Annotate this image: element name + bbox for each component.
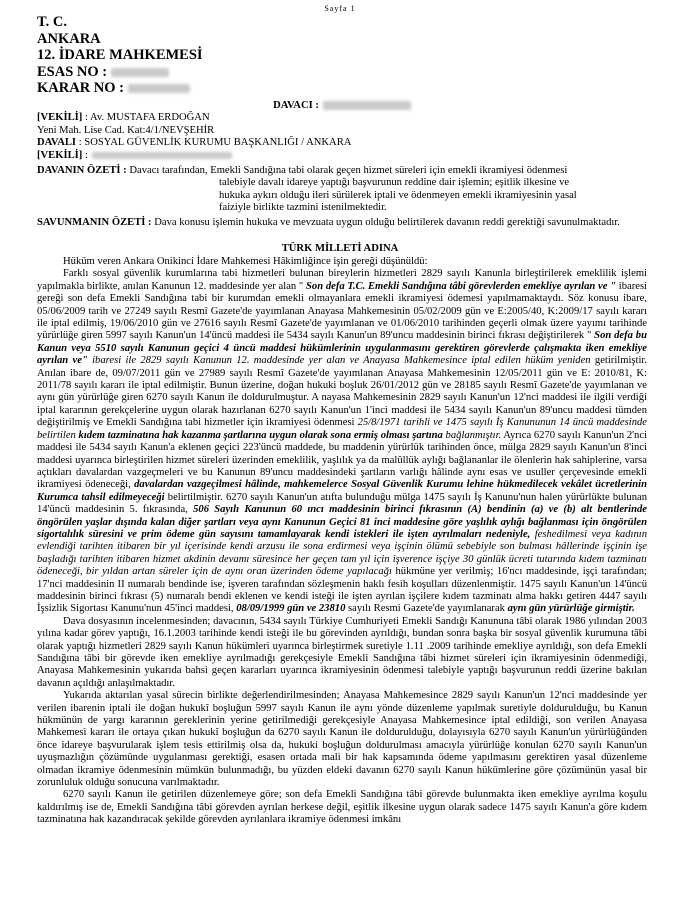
- karar-no-label: KARAR NO :: [37, 80, 124, 96]
- savunmanin-ozeti-label: SAVUNMANIN ÖZETİ :: [37, 217, 152, 228]
- page-label: Sayfa 1: [324, 4, 356, 13]
- savunmanin-ozeti: [37, 217, 647, 229]
- p2-text-c: ibaresi gereği son defa Emekli Sandığına tabi bir kurumdan emekli olmayanlara emekli ikramiyesi ödemesi yapılmamaktaydı. Söz konusu ibare, 05/06/2009 tarih ve 27249 sayılı Resmî Gazete'de yayımlanan Anayasa Mahkemesinin 05/02/2009 gün ve E:2005/40, K:2009/17 sayılı kararı ile iptal edilmiş, 19/06/2010 gün ve 27616 sayılı Resmî Gazete'de yayımlanan ve 01/06/2010 tarihinden geçerli olmak üzere yayımı tarihinde yürürlüğe giren 5997 sayılı Kanun'un 14'üncü maddesi ile 5434 sayılı Kanun'un 89'uncu maddesinin birinci fıkrası değiştirilerek ": [37, 280, 648, 342]
- redacted-davaci-name: [323, 101, 411, 110]
- vekili2-label: [VEKİLİ]: [37, 149, 83, 161]
- parties-block: [37, 100, 647, 162]
- header-tc: T. C.: [37, 14, 67, 30]
- davali-row: [37, 137, 647, 149]
- p2-emph-p: 08/09/1999 gün ve 23810: [233, 603, 346, 615]
- p2-text-o: hükmüne yer verilmiş; 16'ncı maddesinde, işçi tarafından; 17'nci maddesinin II numaralı bendinde ise, işveren tarafından sözleşmenin haklı fesih koşulları düzenlenmiştir. 1475 sayılı Kanun'un 14'üncü maddesinin birinci fıkrası (5) numaralı bendi eklenen ve kendi isteği ile işten ayrılan işçilere kıdem tazminatı alma hakkı getiren 4447 sayılı İşsizlik Sigortası Kanunu'nun 45'inci maddesi,: [37, 566, 647, 615]
- p2-emph-d: Son defa bu Kanun veya 5510 sayılı Kanunun geçici 4 üncü maddesi hükümlerinin uygulanmasını gerektiren görevlerde çalışmakta iken emekliye ayrılan ve": [37, 330, 647, 367]
- davanin-ozeti-line4: faiziyle birlikte tazmini istenilmektedir.: [219, 202, 387, 214]
- vekili2-sep: :: [84, 149, 88, 161]
- p2-text-a: Farklı sosyal güvenlik kurumlarına tabi hizmetleri bulunan bireylerin hizmetleri 2829 sayılı Kanunla birleştirilerek emeklilik işlemi yapılmakla birlikte, anılan Kanunun 12. maddesinde yer alan ": [37, 268, 647, 292]
- vekili2-row: [37, 150, 647, 162]
- paragraph-2: [37, 268, 647, 615]
- karar-no-row: [37, 80, 203, 97]
- p2-text-l: belirtilmiştir. 6270 sayılı Kanun'un atıfta bulunduğu mülga 1475 sayılı İş Kanunu'nun halen yürürlükte bulunan 14'üncü maddesinin 5. fıkrasında,: [37, 491, 647, 516]
- davaci-label: DAVACI :: [273, 100, 319, 111]
- redacted-karar-no: [128, 84, 190, 93]
- esas-no-label: ESAS NO :: [37, 63, 108, 80]
- vekili1-label: [VEKİLİ]: [37, 112, 83, 124]
- section-title: TÜRK MİLLETİ ADINA: [281, 243, 399, 254]
- p2-text-f: getirilmiştir. Anılan ibare de, 09/07/2011 gün ve 27989 sayılı Resmî Gazete'de yayımlanan Anayasa Mahkemesinin 12/05/2011 gün ve E: 2010/81, K: 2011/78 sayılı kararı ile iptal edilmiştir. Bunun üzerine, doğan hukuki boşluk 26/01/2012 gün ve 28185 sayılı Resmî Gazete'de yayımlanan ve aynı gün yürürlüğe giren 6270 sayılı Kanun ile doldurulmuştur. A nayasa Mahkemesinin 2829 sayılı Kanun'un 12'nci maddesi ile ilgili verdiği iptal kararının gerekçelerine uygun olarak hazırlanan 6270 sayılı Kanun'un 1'inci maddesi ile 5434 sayılı Kanun'un 89'uncu maddesi tümden değiştirilmiş ve Emekli Sandığına tabi hizmetler için ikramiyesi ödenmesi: [37, 355, 647, 429]
- davaci-row: [37, 100, 647, 112]
- p2-italic-e: ibaresi ile 2829 sayılı Kanunun 12. maddesinde yer alan ve Anayasa Mahkemesince iptal edilen hüküm yeniden: [87, 355, 591, 367]
- savunmanin-ozeti-text: Dava konusu işlemin hukuka ve mevzuata uygun olduğu belirtilerek davanın reddi gerektiği savunulmaktadır.: [154, 217, 620, 228]
- vekili1-value: : Av. MUSTAFA ERDOĞAN: [84, 112, 210, 124]
- davanin-ozeti-label: DAVANIN ÖZETİ :: [37, 165, 127, 176]
- davanin-ozeti: [37, 165, 647, 215]
- vekili1-row: [37, 112, 647, 124]
- paragraph-4: Yukarıda aktarılan yasal sürecin birlikte değerlendirilmesinden; Anayasa Mahkemesince 2829 sayılı Kanun'un 12'nci maddesinde yer verilen ibarenin iptali ile doğan hukukî boşluğun 5997 sayılı Kanun ile aynı yönde düzenleme yapılmak suretiyle doldurulduğu, bu Kanun hükmünün de yargı kararının gereklerinin yerine getirilmediği gerekçesiyle Anayasa Mahkemesince iptal edildiği, son verilen Anayasa Mahkemesi kararı ile ortaya çıkan hukukî boşluğun da 6270 sayılı Kanun ile doldurulduğu, dolayısıyla 6270 sayılı Kanun'un yürürlüğünden önce idareye başvurularak işlem tesis ettirilmiş olsa da, hukuki boşluğun doldurulması amacıyla yürürlüğe konulan 6270 sayılı Kanun'un uyuşmazlığın çözümünde uygulanması gerektiği, esasen ortada mali bir hak kapsamında ödeme yapılmasını gerektiren yasal düzenleme olmadan ikramiye ödenmesinin mümkün bulunmadığı, bu yüzden eldeki davanın 6270 sayılı Kanun hükümlerine göre çözümünün yasal bir zorunluluk olduğu sonucuna varılmaktadır.: [37, 690, 647, 789]
- redacted-vekili2-name: [92, 152, 232, 159]
- paragraph-5: 6270 sayılı Kanun ile getirilen düzenlemeye göre; son defa Emekli Sandığına tâbi görevde bulunmakta iken emekliye ayrılma koşulu kaldırılmış ise de, Emekli Sandığına tâbi görevden ayrılan herkese değil, eşitlik ilkesine uygun olarak sadece 1475 sayılı Kanun'a göre kıdem tazminatına hak kazandıracak şekilde görevden ayrılanlara ikramiye ödenmesi imkânı: [37, 789, 647, 826]
- p2-text-j: Ayrıca 6270 sayılı Kanun'un 2'nci maddesi ile 5434 sayılı Kanun'a eklenen geçici 223'üncü maddede, bu maddenin yürürlük tarihinden önce, mülga 2829 sayılı Kanun'un 8'inci maddesi uyarınca birleştirilen hizmet süreleri üzerinden emeklilik, yaşlılık ya da malûllük aylığı bağlananlar ile ölenlerin hak sahiplerine, varsa açtıkları davalardan vazgeçmeleri ve bu Kanunun 89'uncu maddesindeki şartların varlığı hâlinde aynı esas ve usuller çerçevesinde emekli ikramiyesi ödeneceği,: [37, 429, 647, 491]
- p2-emph-r: aynı gün yürürlüğe girmiştir.: [504, 603, 635, 615]
- p2-emph-k: davalardan vazgeçilmesi hâlinde, mahkemelerce Sosyal Güvenlik Kurumu lehine hükmedilecek vekâlet ücretlerinin Kurumca tahsil edilmeyeceği: [37, 479, 647, 503]
- p2-text-q: sayılı Resmi Gazete'de yayımlanarak: [345, 603, 505, 615]
- paragraph-3: Dava dosyasının incelenmesinden; davacının, 5434 sayılı Türkiye Cumhuriyeti Emekli Sandığı Kanununa tâbi olarak 1986 yılından 2003 yılına kadar görev yaptığı, 16.1.2003 tarihinde kendi isteği ile bu görevinden ayrıldığı, bundan sonra başka bir sosyal güvenlik kurumuna tâbi olarak yaptığı hizmetleri 2829 sayılı Kanun hükümleri uyarınca birleştirmek suretiyle 1.11 .2009 tarihinde emekliye ayrıldığı, son defa Emekli Sandığına tâbi bir görevde iken emekliye ayrılmadığı gerekçesiyle Emekli Sandığına tâbi hizmet süreleri için ikramiyesinin ödenmediği, Anayasa Mahkemesinin yukarıda bahsi geçen kararları uyarınca ikramiyesinin ödenmesi talebiyle yaptığı başvurunun reddi üzerine bakılan davanın açıldığı anlaşılmaktadır.: [37, 615, 647, 689]
- p2-emph-h: kıdem tazminatına hak kazanma şartlarına uygun olarak sona ermiş olması şartına: [75, 429, 443, 441]
- header-court: 12. İDARE MAHKEMESİ: [37, 47, 203, 63]
- p2-italic-g: 25/8/1971 tarihli ve 1475 sayılı İş Kanununun 14 üncü maddesinde belirtilen: [37, 417, 647, 441]
- redacted-esas-no: [111, 68, 169, 77]
- header-city: ANKARA: [37, 30, 101, 47]
- davali-value: : SOSYAL GÜVENLİK KURUMU BAŞKANLIĞI / ANKARA: [78, 137, 352, 149]
- p2-emph-b: Son defa T.C. Emekli Sandığına tâbi görevlerden emekliye ayrılan ve ": [303, 280, 617, 292]
- paragraph-1: Hüküm veren Ankara Onikinci İdare Mahkemesi Hâkimliğince işin gereği düşünüldü:: [63, 256, 428, 267]
- p2-italic-i: bağlanmıştır.: [442, 429, 502, 441]
- davanin-ozeti-line3: hukuka aykırı olduğu ileri sürülerek iptali ve ödenmeyen emekli ikramiyesinin yasal: [219, 189, 577, 201]
- p2-italic-n: feshedilmesi veya kadının evlendiği tarihten itibaren bir yıl içerisinde kendi arzusu ile sona erdirmesi veya işçinin ölümü sebebiyle son bulması hâllerinde işçinin işe başladığı tarihten itibaren hizmet akdinin devamı süresince her geçen tam yıl için işverence işçiye 30 günlük ücreti tutarında kıdem tazminatı ödeneceği, bir yıldan artan süreler için de aynı oran üzerinden ödeme yapılacağı: [37, 528, 648, 578]
- davanin-ozeti-line1: Davacı tarafından, Emekli Sandığına tabi olarak geçen hizmet süreleri için emekli ikramiyesi ödenmesi: [129, 165, 568, 176]
- vekili1-address: Yeni Mah. Lise Cad. Kat:4/1/NEVŞEHİR: [37, 124, 215, 136]
- p2-emph-m: 506 Sayılı Kanunun 60 ıncı maddesinin birinci fıkrasının (A) bendinin (a) ve (b) alt bentlerinde öngörülen yaşlar dışında kalan diğer şartları veya aynı Kanunun Geçici 81 inci maddesine göre yaşlılık aylığı bağlanması için öngörülen sigortalılık süresini ve prim ödeme gün sayısını tamamlayarak kendi istekleri ile işten ayrılmaları nedeniyle,: [37, 504, 647, 540]
- court-header: [37, 14, 203, 97]
- davali-label: DAVALI: [37, 137, 77, 149]
- decision-body: [37, 256, 647, 827]
- esas-no-row: [37, 64, 203, 81]
- davanin-ozeti-line2: talebiyle davalı idareye yaptığı başvurunun reddine dair işlemin; eşitlik ilkesine ve: [219, 177, 570, 189]
- davanin-ozeti-first: [37, 165, 647, 177]
